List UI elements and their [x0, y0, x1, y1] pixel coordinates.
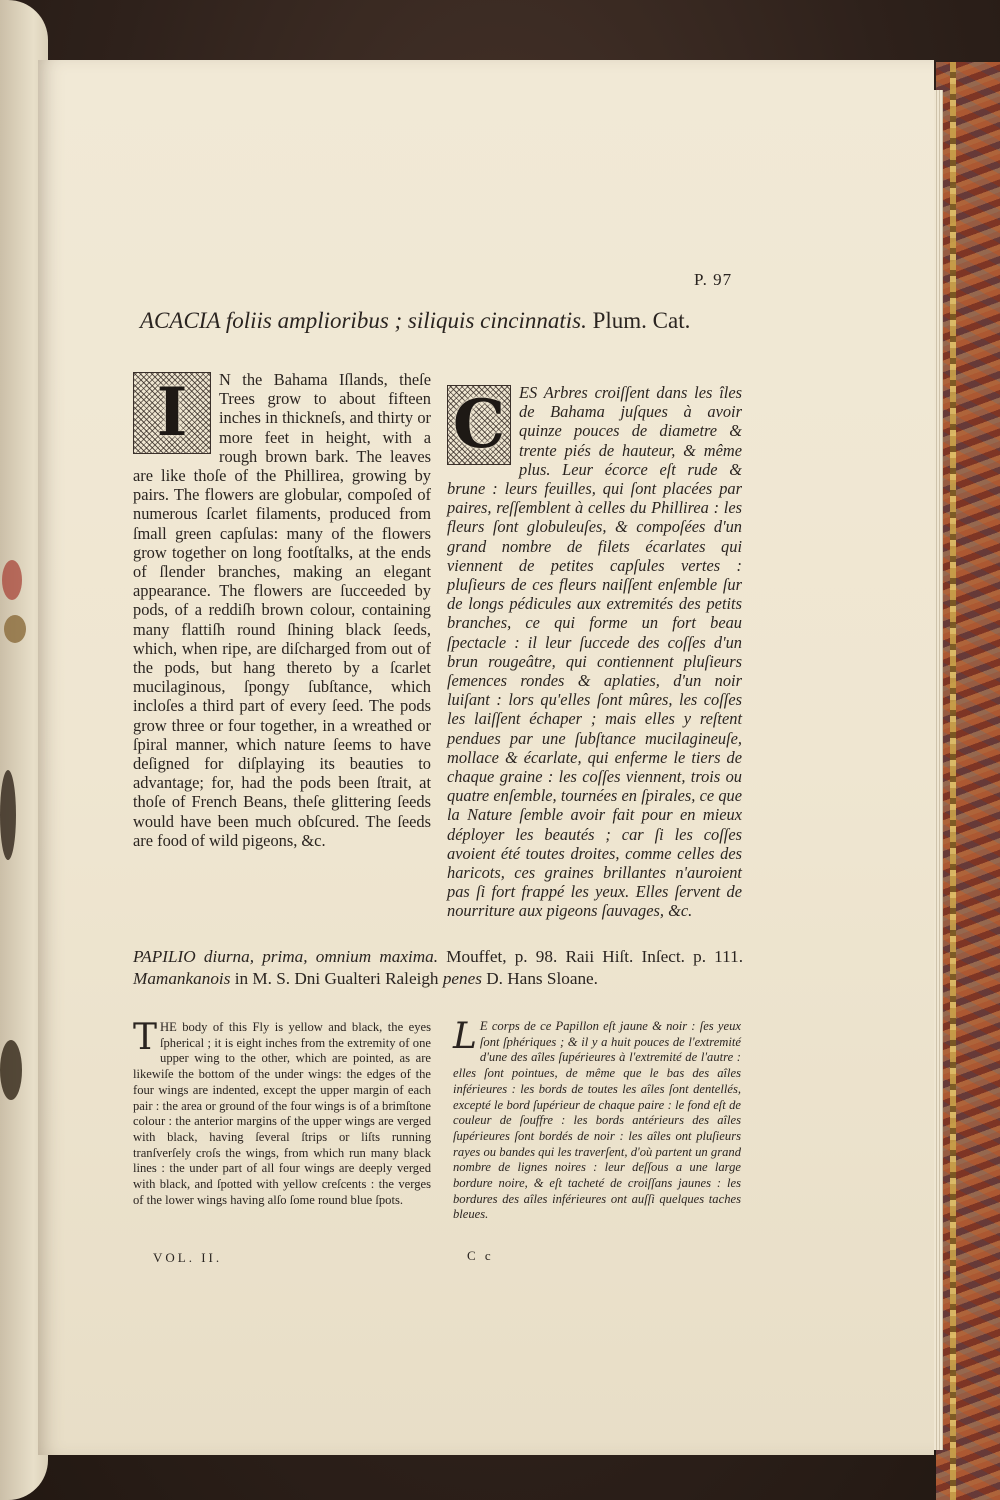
insect-heading: PAPILIO diurna, prima, omnium maxima. Mouffet, p. 98. Raii Hiſt. Inſect. p. 111. Mamankanois in M. S. Dni Gualteri Raleigh penes D. Hans Sloane.	[133, 947, 743, 988]
insect-french-text: E corps de ce Papillon eſt jaune & noir : ſes yeux ſont ſphériques ; & il y a huit pouces de l'extremité d'une des aîles ſupérieures à l'extremité de l'autre : elles ſont pointues, de même que le bas des aîles inférieures : les bords de toutes les aîles ſont dentellés, excepté le bord ſupérieur de chaque paire : le fond eſt de couleur de ſouffre : les bords antérieurs des aîles ſupérieures ſont bordés de noir : les aîles ont pluſieurs rayes ou bandes qui les traverſent, d'où partent un grand nombre de lignes noires : leur deſſous a une large bordure noire, & eſt tacheté de croiſſans jaunes : les bordures des aîles inférieures ont auſſi quelques taches bleues.	[453, 1019, 741, 1222]
volume-label: VOL. II.	[153, 1250, 223, 1265]
ornamental-initial-c: C	[447, 385, 511, 465]
plant-french-text: ES Arbres croiſſent dans les îles de Bahama juſques à avoir quinze pouces de diametre & trente piés de hauteur, & même plus. Leur écorce eſt rude & brune : leurs feuilles, qui ſont placées par paires, reſſemblent à celles du Phillirea : les fleurs ſont globuleuſes, & compoſées d'un grand nombre de filets écarlates qui viennent de petites capſules vertes : pluſieurs de ces fleurs naiſſent enſemble ſur de longs pédicules aux extremités des petits branches, ce qui forme un fort beau ſpectacle : il leur ſuccede des coſſes d'un brun rougeâtre, qui contiennent pluſieurs ſemences rondes & aplaties, d'un noir luiſant : lors qu'elles ſont mûres, les coſſes les laiſſent échaper ; mais elles y reſtent pendues par une ſubſtance mucilagineuſe, mollace & écarlate, qui enferme le tiers de chaque graine : les coſſes viennent, trois ou quatre enſemble, tournées en ſpirales, ce que la Nature ſemble avoir fait pour en mieux déployer les beautés ; car ſi les coſſes avoient été toutes droites, comme celles des haricots, ces graines brillantes n'auroient pas ſi fort frappé les yeux. Elles ſervent de nourriture aux pigeons ſauvages, &c.	[447, 383, 742, 921]
insect-english-text: HE body of this Fly is yellow and black, the eyes ſpherical ; it is eight inches from the extremity of one upper wing to the other, which are pointed, as are likewiſe the bottom of the under wings: the edges of the four wings are indented, except the upper margin of each pair : the area or ground of the four wings is of a brimſtone colour : the anterior margins of the upper wings are verged with black, having ſeveral ſtrips or liſts running tranſverſely croſs the wings, from which run many black lines : the under part of all four wings are deeply verged with black, and ſpotted with yellow creſcents : the verges of the lower wings having alſo ſome round blue ſpots.	[133, 1020, 431, 1207]
plant-title-italic: foliis amplioribus ; siliquis cincinnatis.	[220, 308, 587, 333]
initial-t: T	[133, 1017, 158, 1058]
insect-description-english	[133, 1017, 431, 1208]
plant-description-french	[447, 383, 742, 921]
ornamental-initial-i: I	[133, 372, 211, 454]
page-number: P. 97	[694, 270, 733, 289]
plant-english-text: N the Bahama Iſlands, theſe Trees grow to about fifteen inches in thickneſs, and thirty or more feet in height, with a rough brown bark. The leaves are like thoſe of the Phillirea, growing by pairs. The flowers are globular, compoſed of numerous ſcarlet filaments, produced from ſmall green capſulas: many of the flowers grow together on long footſtalks, at the ends of ſlender branches, making an elegant appearance. The flowers are ſucceeded by pods, of a reddiſh brown colour, containing many flattiſh round ſhining black ſeeds, which, when ripe, are diſcharged from out of the pods, but hang thereto by a ſcarlet mucilaginous, ſpongy ſubſtance, which incloſes a third part of every ſeed. The pods grow three or four together, in a wreathed or ſpiral manner, which nature ſeems to have deſigned for diſplaying its beauties to advantage; for, had the pods been ſtrait, at thoſe of French Beans, theſe glittering ſeeds would have been much obſcured. The ſeeds are food of wild pigeons, &c.	[133, 370, 431, 850]
plant-title-genus: ACACIA	[140, 308, 221, 333]
plant-description-english	[133, 370, 431, 850]
marbled-cover	[936, 62, 1000, 1500]
insect-description-french	[453, 1016, 741, 1223]
initial-l: L	[453, 1016, 477, 1057]
signature-mark: C c	[467, 1248, 494, 1263]
plant-title	[140, 308, 780, 334]
plant-title-roman: Plum. Cat.	[586, 308, 691, 333]
